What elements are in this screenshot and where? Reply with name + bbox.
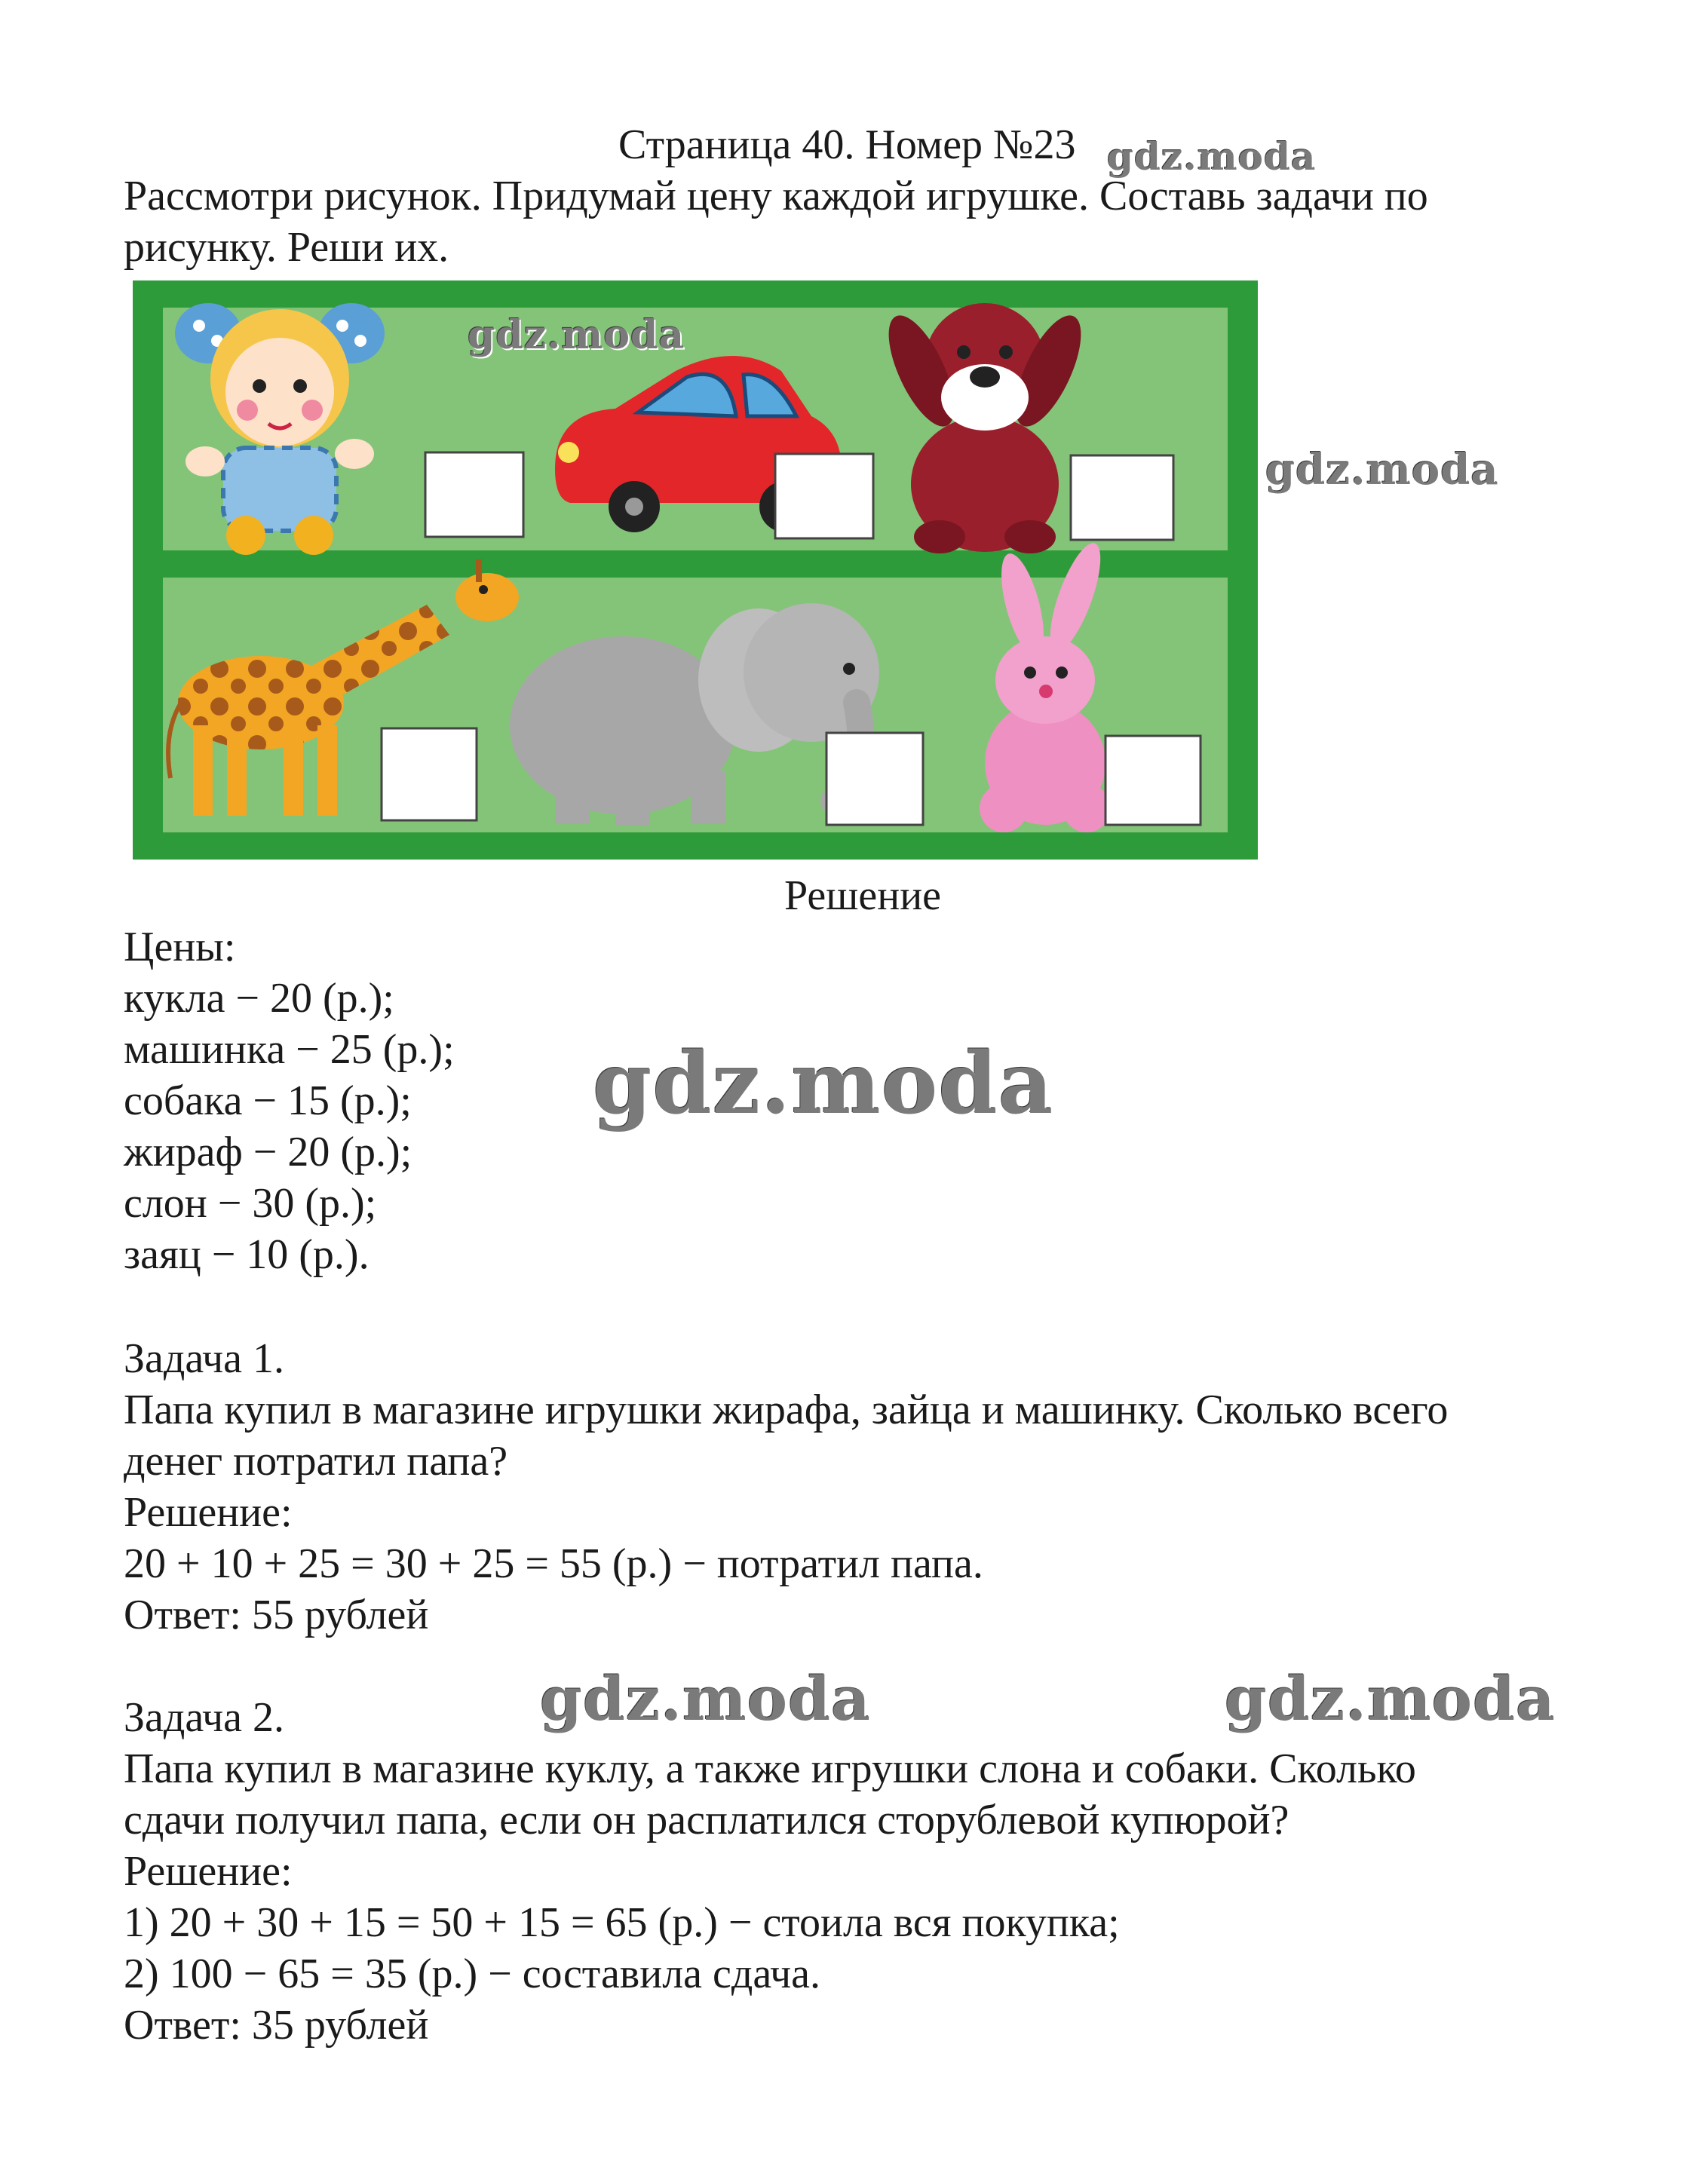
prices-heading: Цены: [124,924,236,970]
watermark: gdz.moda [1107,134,1317,179]
price-line: собака − 15 (р.); [124,1077,412,1124]
price-line: машинка − 25 (р.); [124,1026,455,1073]
problem-1-text: денег потратил папа? [124,1438,508,1485]
problem-2-solution-label: Решение: [124,1848,293,1895]
problem-2-text: сдачи получил папа, если он расплатился сторублевой купюрой? [124,1797,1289,1843]
problem-1-step: 20 + 10 + 25 = 30 + 25 = 55 (р.) − потратил папа. [124,1540,983,1587]
problem-1-text: Папа купил в магазине игрушки жирафа, зайца и машинку. Сколько всего [124,1387,1449,1433]
watermark: gdz.moda [468,312,685,358]
task-text-line-1: Рассмотри рисунок. Придумай цену каждой игрушке. Составь задачи по [124,173,1428,219]
problem-1-solution-label: Решение: [124,1489,293,1536]
problem-2-step: 1) 20 + 30 + 15 = 50 + 15 = 65 (р.) − стоила вся покупка; [124,1899,1120,1946]
toy-shelf-illustration [133,280,1258,860]
price-tag-dog [1071,455,1173,540]
price-tag-rabbit [1105,736,1201,825]
price-tag-doll [425,452,523,537]
watermark: gdz.moda [540,1663,871,1734]
problem-2-text: Папа купил в магазине куклу, а также игрушки слона и собаки. Сколько [124,1745,1416,1792]
watermark: gdz.moda [1265,445,1499,495]
price-line: кукла − 20 (р.); [124,975,394,1022]
solution-heading: Решение [784,872,942,919]
watermark: gdz.moda [1225,1663,1556,1734]
page-title: Страница 40. Номер №23 [618,121,1076,168]
price-line: слон − 30 (р.); [124,1180,377,1227]
price-line: заяц − 10 (р.). [124,1231,370,1278]
problem-1-answer: Ответ: 55 рублей [124,1592,429,1638]
problem-2-step: 2) 100 − 65 = 35 (р.) − составила сдача. [124,1951,820,1997]
problem-2-title: Задача 2. [124,1694,285,1741]
problem-2-answer: Ответ: 35 рублей [124,2002,429,2049]
price-tag-car [775,454,873,538]
price-tag-elephant [826,733,923,825]
task-text-line-2: рисунку. Реши их. [124,224,449,271]
price-tag-giraffe [382,728,477,820]
problem-1-title: Задача 1. [124,1335,285,1382]
watermark: gdz.moda [593,1034,1054,1133]
price-line: жираф − 20 (р.); [124,1129,412,1175]
